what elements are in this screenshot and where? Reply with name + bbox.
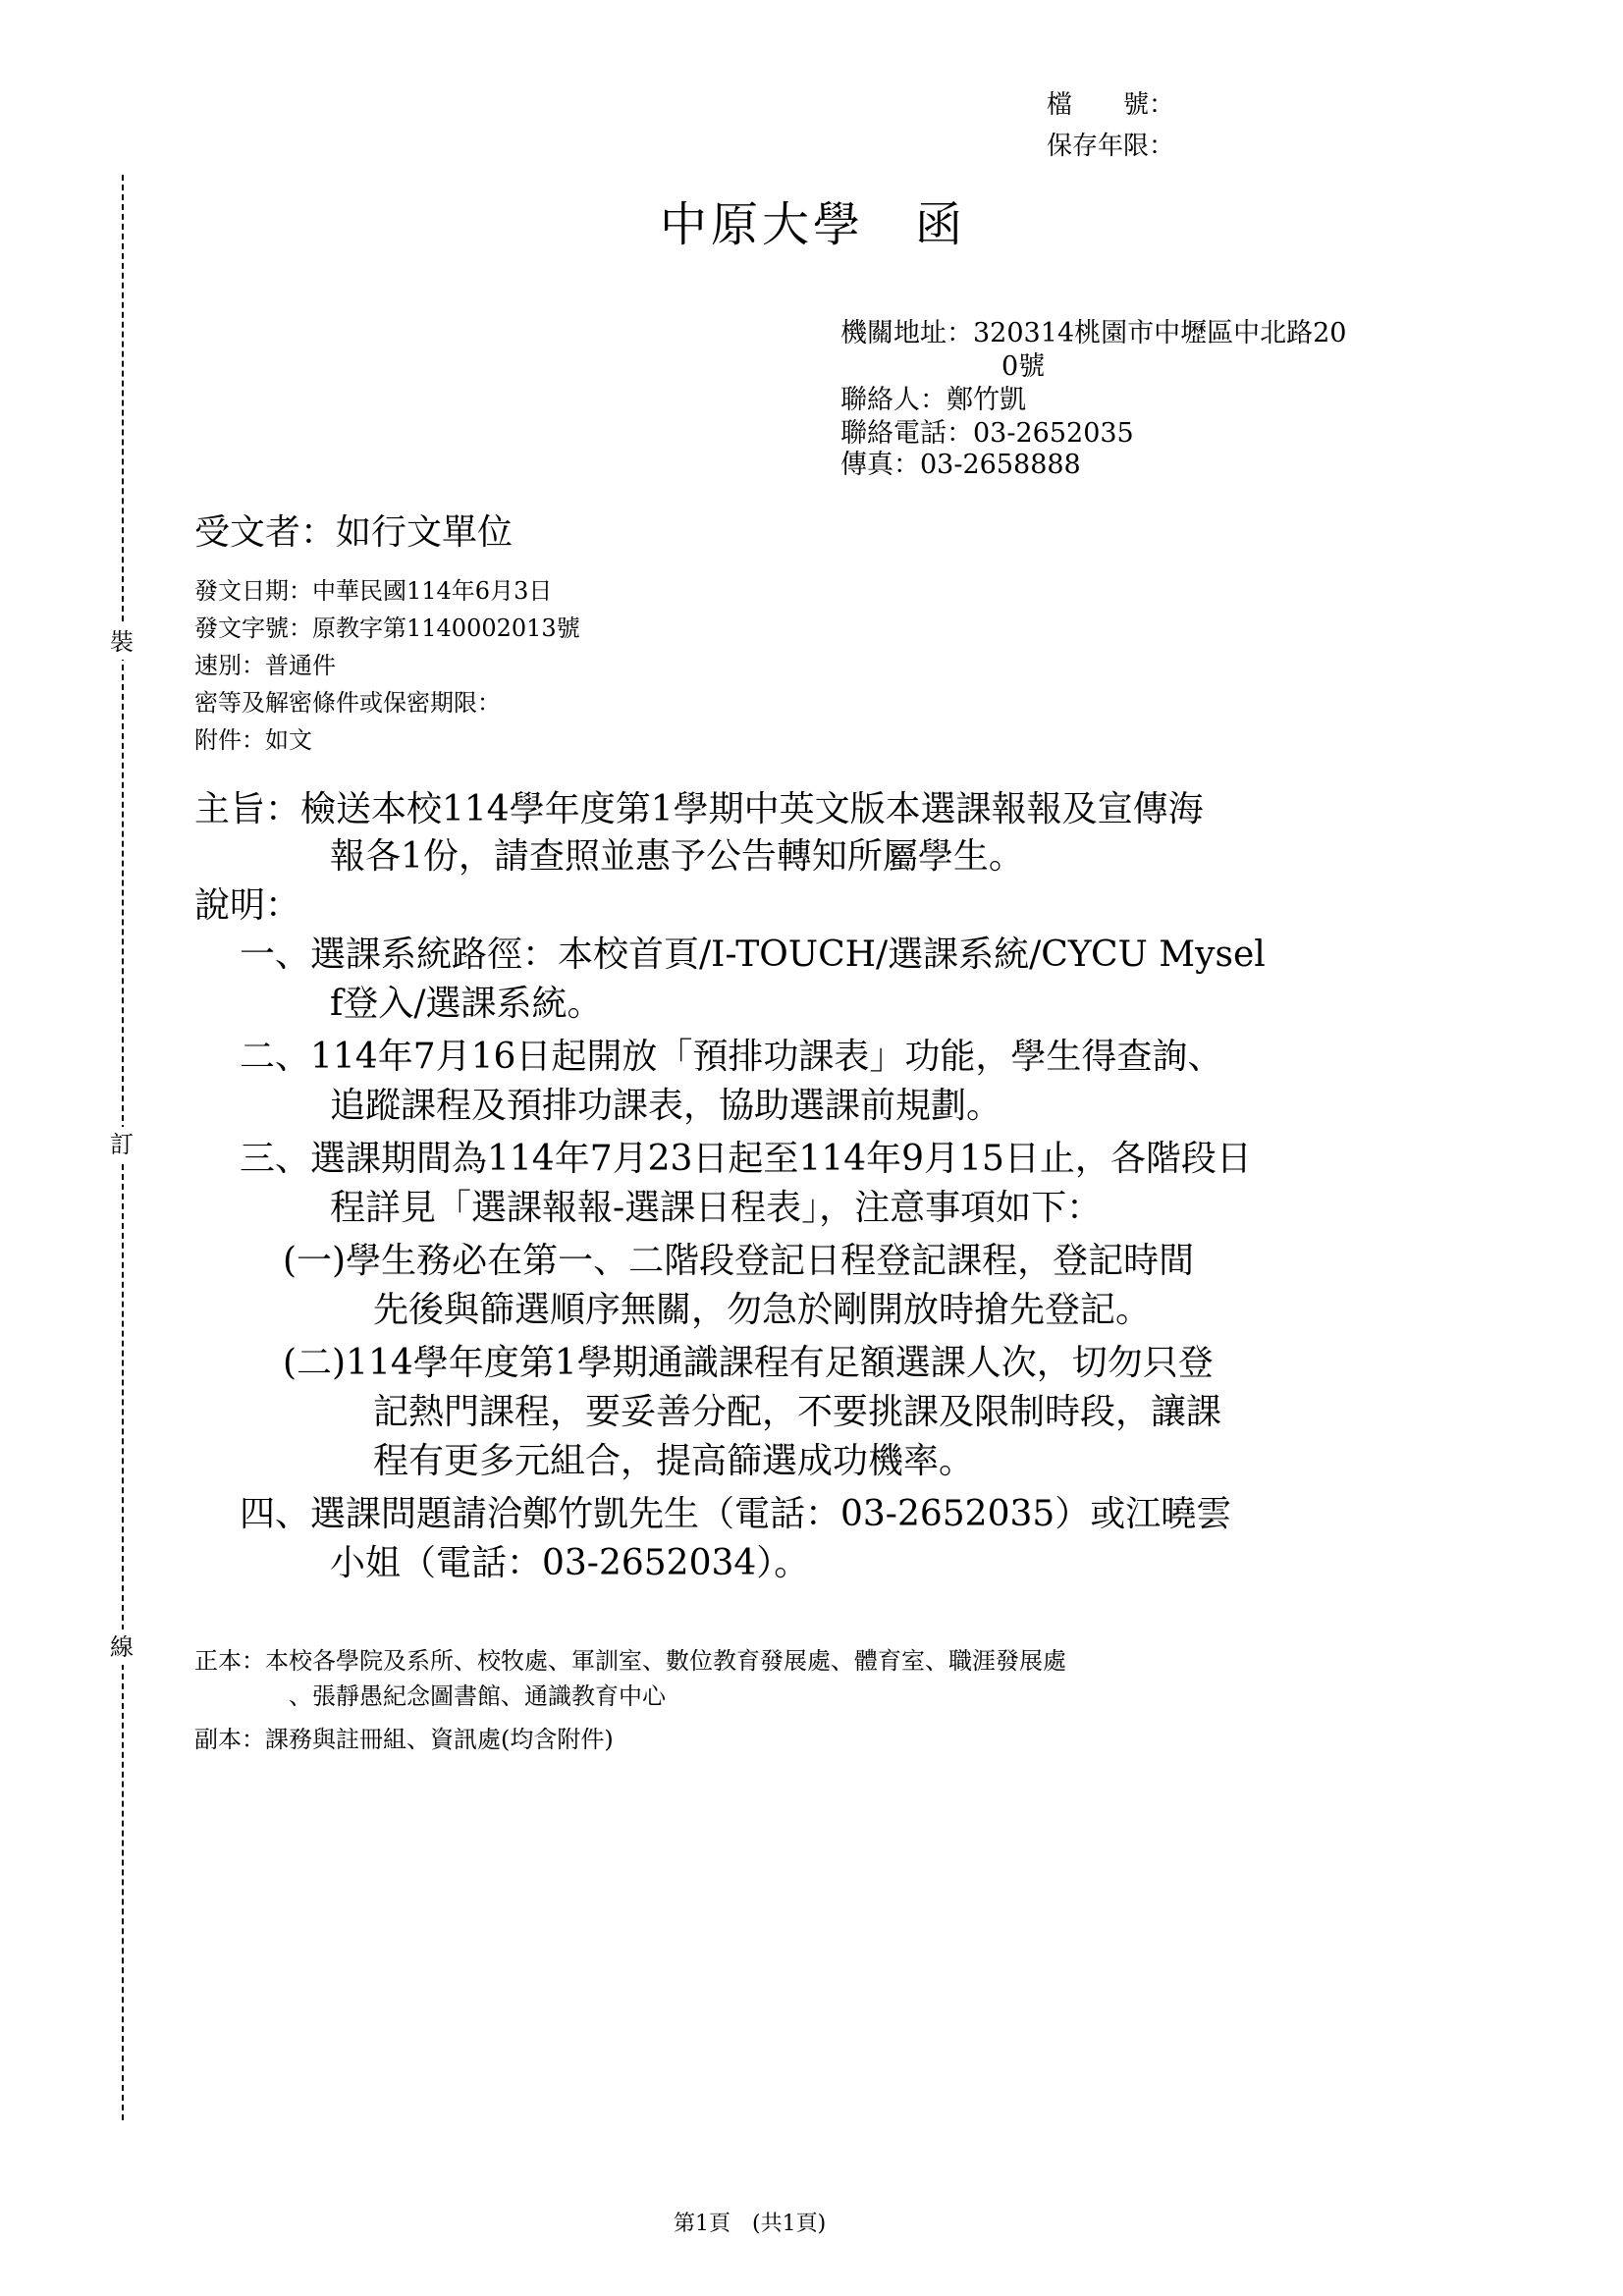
subitem-1-line2: 先後與篩選順序無關，勿急於剛開放時搶先登記。: [373, 1290, 1152, 1330]
org-address-line1: 機關地址：320314桃園市中壢區中北路20: [840, 318, 1347, 348]
document-title: 中原大學 函: [660, 197, 967, 252]
subitem-1-line1: (一)學生務必在第一、二階段登記日程登記課程，登記時間: [283, 1241, 1195, 1281]
retention-period-label: 保存年限：: [1047, 132, 1175, 161]
secrecy-level: 密等及解密條件或保密期限：: [194, 689, 501, 717]
original-recipients-line2: 、張靜愚紀念圖書館、通識教育中心: [289, 1682, 666, 1710]
file-number-label: 檔 號：: [1047, 90, 1175, 120]
original-recipients-line1: 正本：本校各學院及系所、校牧處、軍訓室、數位教育發展處、體育室、職涯發展處: [194, 1647, 1066, 1675]
item-1-line1: 一、選課系統路徑：本校首頁/I-TOUCH/選課系統/CYCU Mysel: [240, 934, 1266, 975]
item-2-line2: 追蹤課程及預排功課表，協助選課前規劃。: [330, 1086, 1002, 1126]
binding-mark-zhuang: 裝: [110, 624, 134, 660]
binding-mark-ding: 訂: [110, 1127, 134, 1162]
org-phone: 聯絡電話：03-2652035: [840, 418, 1134, 449]
item-2-line1: 二、114年7月16日起開放「預排功課表」功能，學生得查詢、: [240, 1037, 1223, 1077]
item-3-line1: 三、選課期間為114年7月23日起至114年9月15日止，各階段日: [240, 1139, 1252, 1179]
item-1-line2: f登入/選課系統。: [330, 984, 603, 1024]
issue-date: 發文日期：中華民國114年6月3日: [194, 577, 553, 605]
explanation-label: 說明：: [194, 885, 301, 926]
org-address-line2: 0號: [1001, 351, 1046, 382]
delivery-speed: 速別：普通件: [194, 652, 336, 679]
subject-line1: 主旨：檢送本校114學年度第1學期中英文版本選課報報及宣傳海: [194, 789, 1204, 829]
duplicate-recipients: 副本：課務與註冊組、資訊處(均含附件): [194, 1726, 614, 1753]
item-3-line2: 程詳見「選課報報-選課日程表」，注意事項如下：: [330, 1188, 1103, 1228]
subject-line2: 報各1份，請查照並惠予公告轉知所屬學生。: [330, 836, 1024, 877]
subitem-2-line3: 程有更多元組合，提高篩選成功機率。: [373, 1441, 975, 1481]
receiver: 受文者：如行文單位: [194, 512, 514, 553]
org-fax: 傳真：03-2658888: [840, 450, 1081, 480]
subitem-2-line2: 記熱門課程，要妥善分配，不要挑課及限制時段，讓課: [373, 1392, 1222, 1432]
attachment: 附件：如文: [194, 726, 312, 754]
subitem-2-line1: (二)114學年度第1學期通識課程有足額選課人次，切勿只登: [283, 1343, 1214, 1383]
org-contact: 聯絡人：鄭竹凱: [840, 385, 1026, 415]
item-4-line1: 四、選課問題請洽鄭竹凱先生（電話：03-2652035）或江曉雲: [240, 1494, 1232, 1534]
page-number: 第1頁 (共1頁): [674, 2212, 827, 2236]
item-4-line2: 小姐（電話：03-2652034）。: [330, 1543, 810, 1583]
document-number: 發文字號：原教字第1140002013號: [194, 614, 580, 642]
binding-mark-xian: 線: [110, 1629, 134, 1665]
